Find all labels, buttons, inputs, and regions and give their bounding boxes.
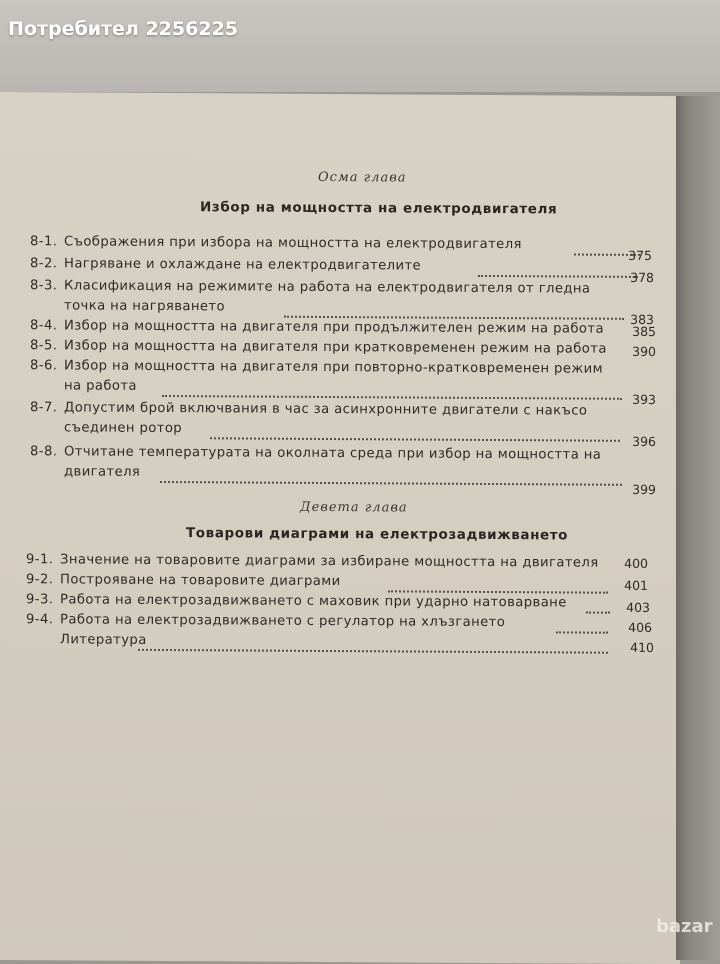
toc-entry-continuation: на работа	[64, 378, 137, 394]
chapter-label: Осма глава	[318, 169, 407, 186]
leader-dots	[556, 629, 608, 633]
toc-entry-continuation: двигателя	[64, 464, 141, 480]
page-number: 410	[630, 639, 654, 655]
page-number: 383	[630, 311, 654, 327]
page-number: 403	[626, 599, 650, 615]
user-watermark: Потребител 2256225	[8, 18, 239, 40]
page-number: 400	[624, 555, 648, 571]
background-band	[0, 0, 720, 92]
leader-dots	[388, 588, 608, 593]
toc-entry: 9-2. Построяване на товаровите диаграми	[26, 572, 341, 590]
toc-entry-continuation: съединен ротор	[64, 420, 183, 437]
leader-dots	[210, 435, 620, 442]
chapter-label: Девета глава	[300, 499, 408, 516]
toc-chapter-8	[0, 92, 680, 498]
page-number: 385	[632, 323, 656, 340]
site-logo: bazar	[656, 916, 713, 937]
page-number: 401	[624, 577, 648, 593]
chapter-title: Избор на мощността на електродвигателя	[200, 199, 558, 218]
page-number: 406	[628, 619, 652, 635]
book-page	[0, 92, 680, 964]
page-number: 399	[632, 481, 656, 498]
page-number: 378	[630, 269, 654, 285]
toc-entry: 8-6. Избор на мощността на двигателя при повторно-кратковременен режим	[30, 358, 603, 377]
book-binding-edge	[676, 96, 720, 960]
page-number: 390	[632, 343, 656, 360]
toc-entry-continuation: точка на нагряването	[64, 298, 225, 315]
page-number: 393	[632, 391, 656, 408]
leader-dots	[162, 393, 622, 400]
leader-dots	[284, 314, 624, 320]
toc-entry: Литература	[60, 632, 147, 648]
toc-entry: 8-3. Класификация на режимите на работа на електродвигателя от гледна	[30, 278, 591, 297]
toc-entry: 8-2. Нагряване и охлаждане на електродвигателите	[30, 256, 422, 274]
toc-entry: 8-8. Отчитане температурата на околната среда при избор на мощността на	[30, 444, 602, 463]
chapter-title: Товарови диаграми на електрозадвижването	[186, 525, 569, 544]
toc-entry: 8-5. Избор на мощността на двигателя при кратковременен режим на работа	[30, 338, 607, 357]
toc-entry: 8-7. Допустим брой включвания в час за асинхронните двигатели с накъсо	[30, 400, 588, 419]
toc-entry: 8-4. Избор на мощността на двигателя при продължителен режим на работа	[30, 318, 604, 337]
leader-dots	[160, 479, 622, 486]
toc-entry: 9-4. Работа на електрозадвижването с регулатор на хлъзгането	[26, 612, 506, 631]
page-number: 396	[632, 433, 656, 450]
toc-entry: 9-3. Работа на електрозадвижването с маховик при ударно натоварване	[26, 592, 567, 611]
page-number: 375	[628, 247, 652, 263]
toc-entry: 8-1. Съображения при избора на мощността на електродвигателя	[30, 234, 522, 253]
toc-entry: 9-1. Значение на товаровите диаграми за избиране мощността на двигателя	[26, 552, 599, 571]
leader-dots	[586, 610, 610, 614]
leader-dots	[138, 647, 608, 654]
